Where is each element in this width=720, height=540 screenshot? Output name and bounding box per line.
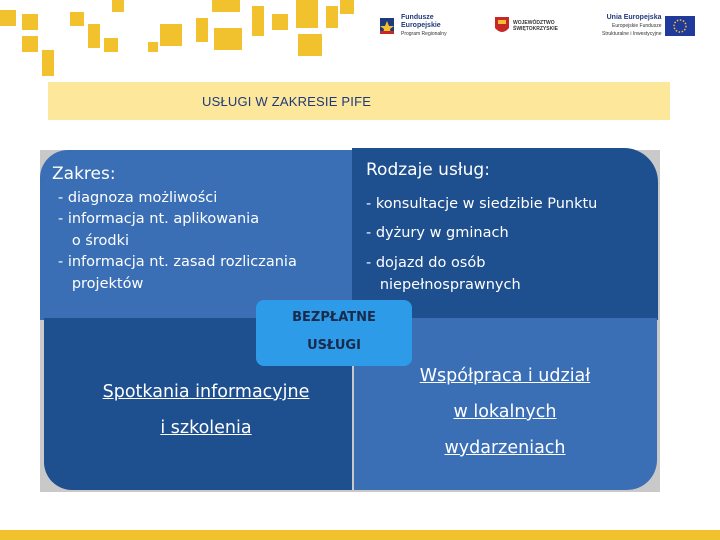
deco-square [212,0,240,12]
deco-square [112,0,124,12]
center-badge-line: USŁUGI [307,338,361,353]
eu-logo [602,8,712,44]
rodzaje-item: - konsultacje w siedzibie Punktu [366,196,598,212]
zakres-item: projektów [58,276,144,292]
eu-flag-icon [665,16,695,36]
deco-square [22,14,38,30]
logo-text: Fundusze [401,14,434,21]
logo-text: Strukturalne i Inwestycyjne [602,31,662,37]
fundusze-logo [378,8,482,44]
deco-square [214,28,242,50]
deco-square [148,42,158,52]
deco-square [70,12,84,26]
rodzaje-item: - dojazd do osób [366,255,486,271]
stars-icon [378,15,398,37]
deco-square [196,18,208,42]
rodzaje-title: Rodzaje usług: [366,160,490,180]
wspolpraca-line: wydarzeniach [444,438,566,458]
spotkania-line: Spotkania informacyjne [102,382,310,402]
section-banner [48,82,670,120]
zakres-item: - informacja nt. zasad rozliczania [58,254,297,270]
spotkania-text [60,374,352,446]
logo-text: Europejskie Fundusze [612,23,662,29]
banner-title: USŁUGI W ZAKRESIE PIFE [202,94,372,109]
zakres-item: - diagnoza możliwości [58,190,218,206]
deco-square [298,34,322,56]
rodzaje-item: - dyżury w gminach [366,225,509,241]
region-logo [494,8,594,44]
center-badge-line: BEZPŁATNE [292,310,376,325]
deco-square [340,0,354,14]
deco-square [296,0,318,28]
zakres-title: Zakres: [52,164,116,184]
deco-square [88,24,100,48]
logo-text: Europejskie [401,22,441,29]
deco-square [252,6,264,36]
deco-square [0,10,16,26]
footer-stripe [0,530,720,540]
zakres-item: o środki [58,233,130,249]
center-badge [256,300,412,366]
spotkania-line: i szkolenia [160,418,252,438]
logo-bar [372,8,712,44]
coat-of-arms-icon [494,16,510,36]
wspolpraca-line: w lokalnych [453,402,557,422]
deco-square [42,50,54,76]
rodzaje-item: niepełnosprawnych [366,277,521,293]
logo-text: WOJEWÓDZTWO [513,20,555,26]
logo-text: Unia Europejska [606,14,662,21]
logo-text: Program Regionalny [401,31,447,37]
deco-square [160,24,182,46]
wspolpraca-line: Współpraca i udział [419,366,591,386]
deco-square [104,38,118,52]
zakres-item: - informacja nt. aplikowania [58,211,260,227]
deco-square [22,36,38,52]
deco-square [272,14,288,30]
deco-square [326,6,338,28]
wspolpraca-text [354,358,656,466]
logo-text: ŚWIĘTOKRZYSKIE [513,26,558,32]
